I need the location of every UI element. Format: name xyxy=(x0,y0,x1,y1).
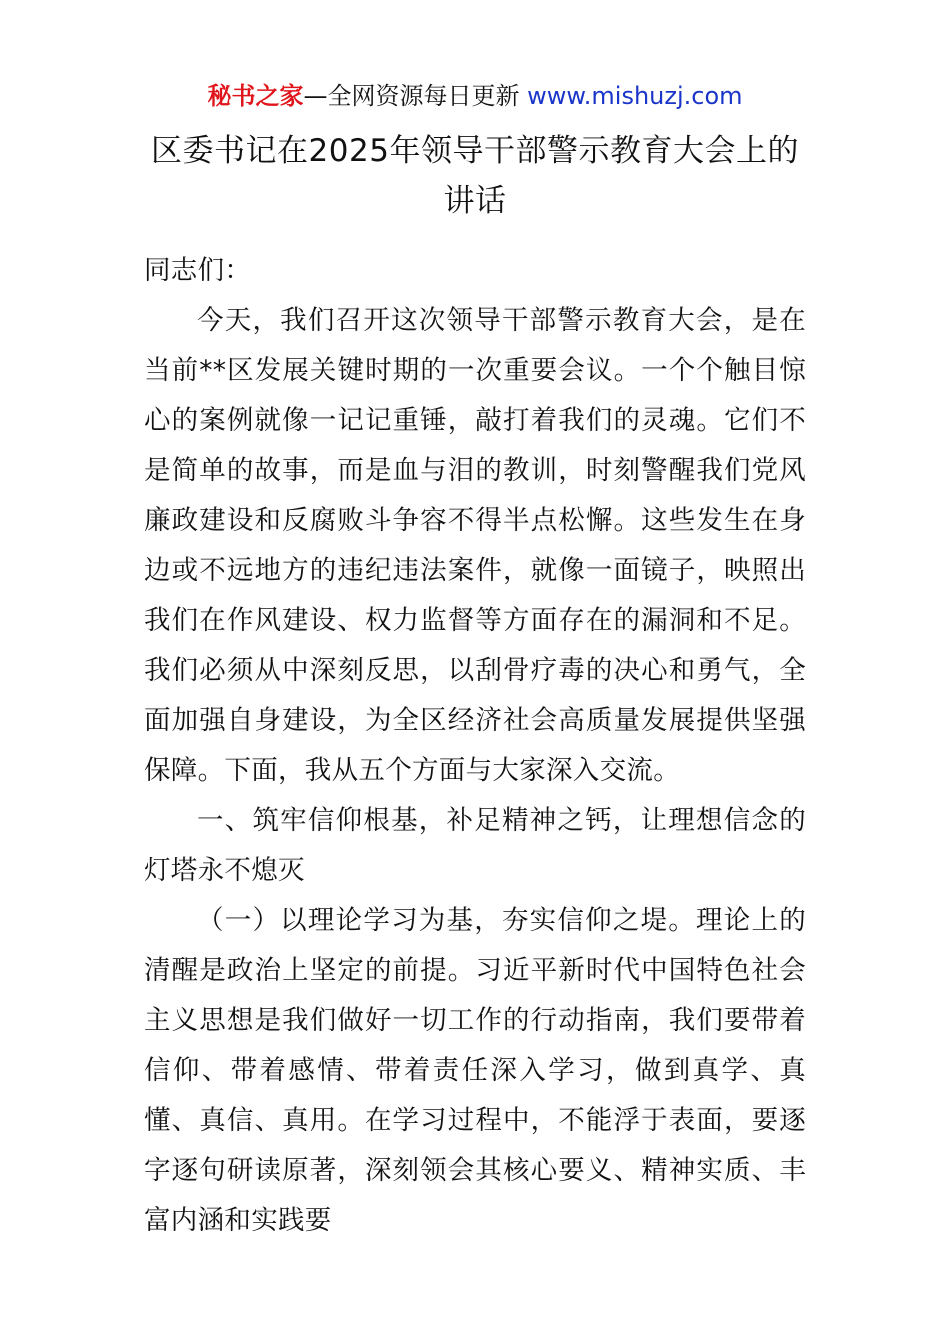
site-url-link[interactable]: www.mishuzj.com xyxy=(527,82,743,110)
site-brand: 秘书之家 xyxy=(207,82,304,110)
site-header xyxy=(0,80,950,112)
section-heading-1: 一、筑牢信仰根基，补足精神之钙，让理想信念的灯塔永不熄灭 xyxy=(144,805,806,886)
site-tagline: —全网资源每日更新 xyxy=(303,82,528,110)
document-title: 区委书记在2025年领导干部警示教育大会上的讲话 xyxy=(151,133,799,219)
paragraph-intro: 今天，我们召开这次领导干部警示教育大会，是在当前**区发展关键时期的一次重要会议。一个个触目惊心的案例就像一记记重锤，敲打着我们的灵魂。它们不是简单的故事，而是血与泪的教训，时刻警醒我们党风廉政建设和反腐败斗争容不得半点松懈。这些发生在身边或不远地方的违纪违法案件，就像一面镜子，映照出我们在作风建设、权力监督等方面存在的漏洞和不足。我们必须从中深刻反思，以刮骨疗毒的决心和勇气，全面加强自身建设，为全区经济社会高质量发展提供坚强保障。下面，我从五个方面与大家深入交流。 xyxy=(144,305,806,786)
paragraph-subsection-1: （一）以理论学习为基，夯实信仰之堤。理论上的清醒是政治上坚定的前提。习近平新时代中国特色社会主义思想是我们做好一切工作的行动指南，我们要带着信仰、带着感情、带着责任深入学习，做到真学、真懂、真信、真用。在学习过程中，不能浮于表面，要逐字逐句研读原著，深刻领会其核心要义、精神实质、丰富内涵和实践要 xyxy=(144,905,806,1236)
salutation: 同志们： xyxy=(144,255,252,286)
document-body xyxy=(144,246,806,1246)
